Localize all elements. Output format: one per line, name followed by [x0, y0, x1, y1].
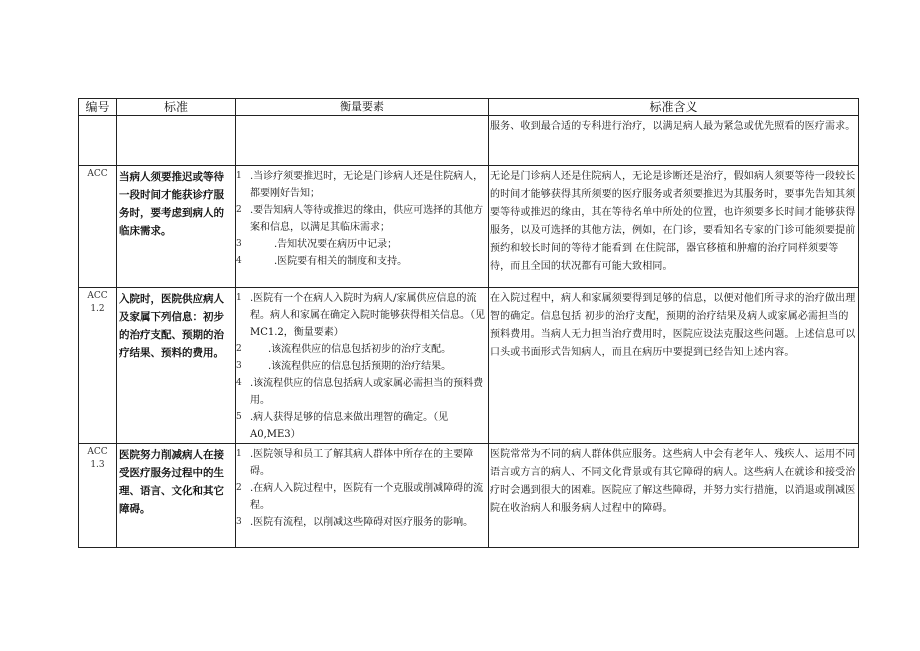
requirement-text: .该流程供应的信息包括预期的治疗结果。	[268, 361, 452, 372]
requirement-text: .医院要有相关的制度和支持。	[274, 256, 408, 267]
requirement-text: .医院有一个在病人入院时为病人/家属供应信息的流程。病人和家属在确定入院时能够获得相关信息。（见MC1.2，衡量要素）	[250, 293, 485, 338]
row-no: ACC 1.3	[79, 444, 117, 548]
requirement-text: .在病人入院过程中，医院有一个克服或削减障碍的流程。	[250, 483, 484, 511]
requirement-item	[236, 514, 486, 531]
row-meaning: 服务、收到最合适的专科进行治疗，以满足病人最为紧急或优先照看的医疗需求。	[489, 116, 859, 166]
requirement-item	[236, 202, 486, 236]
requirement-item	[236, 409, 486, 443]
requirement-number: 3	[236, 517, 242, 527]
row-meaning: 在入院过程中，病人和家属须要得到足够的信息，以便对他们所寻求的治疗做出理智的确定。信息包括 初步的治疗支配，预期的治疗结果及病人或家属必需担当的预料费用。当病人无力担当治疗费用时，医院应设法克服这些问题。上述信息可以口头或书面形式告知病人，而且在病历中要提到已经告知上述内容。	[489, 288, 859, 444]
header-requirements: 衡量要素	[236, 99, 489, 116]
requirement-item	[236, 290, 486, 341]
requirement-text: .病人获得足够的信息来做出理智的确定。（见A0,ME3）	[250, 412, 449, 440]
row-requirements	[236, 444, 489, 548]
requirement-item	[236, 253, 486, 270]
requirement-number: 3	[236, 239, 242, 249]
requirement-number: 1	[236, 171, 242, 181]
header-standard: 标准	[117, 99, 236, 116]
requirement-item	[236, 341, 486, 358]
requirement-number: 2	[236, 483, 242, 493]
requirement-text: .当诊疗须要推迟时，无论是门诊病人还是住院病人，都要刚好告知；	[250, 171, 484, 199]
requirement-text: .告知状况要在病历中记录；	[274, 239, 398, 250]
requirement-text: .要告知病人等待或推迟的缘由，供应可选择的其他方案和信息，以满足其临床需求；	[250, 205, 484, 233]
requirement-item	[236, 480, 486, 514]
header-meaning: 标准含义	[489, 99, 859, 116]
row-requirements	[236, 288, 489, 444]
requirement-item	[236, 446, 486, 480]
table-row	[79, 288, 859, 444]
row-no	[79, 116, 117, 166]
row-no: ACC 1.2	[79, 288, 117, 444]
requirement-item	[236, 236, 486, 253]
requirement-number: 1	[236, 293, 242, 303]
row-standard: 当病人须要推迟或等待一段时间才能获诊疗服务时，要考虑到病人的临床需求。	[117, 166, 236, 288]
row-no: ACC	[79, 166, 117, 288]
row-standard: 入院时，医院供应病人及家属下列信息：初步的治疗支配、预期的治疗结果、预料的费用。	[117, 288, 236, 444]
requirement-text: .该流程供应的信息包括病人或家属必需担当的预料费用。	[250, 378, 484, 406]
requirement-text: .医院有流程，以削减这些障碍对医疗服务的影响。	[250, 517, 474, 528]
requirement-number: 2	[236, 205, 242, 215]
standards-table	[78, 98, 859, 548]
requirement-number: 2	[236, 344, 242, 354]
requirement-text: .医院领导和员工了解其病人群体中所存在的主要障碍。	[250, 449, 474, 477]
row-standard: 医院努力削减病人在接受医疗服务过程中的生理、语言、文化和其它障碍。	[117, 444, 236, 548]
requirement-number: 5	[236, 412, 242, 422]
table-row	[79, 444, 859, 548]
requirement-text: .该流程供应的信息包括初步的治疗支配。	[268, 344, 452, 355]
requirement-number: 3	[236, 361, 242, 371]
header-no: 编号	[79, 99, 117, 116]
requirement-number: 4	[236, 256, 242, 266]
row-meaning: 无论是门诊病人还是住院病人，无论是诊断还是治疗，假如病人须要等待一段较长的时间才能够获得其所须要的医疗服务或者须要推迟为其服务时，要事先告知其须要等待或推迟的缘由，其在等待名单中所处的位置，也许须要多长时间才能够获得服务，以及可选择的其他方法，例如，在门诊，要看知名专家的门诊可能须要提前预约和较长时间的等待才能看到 在住院部，器官移植和肿瘤的治疗同样须要等待，而且全国的状况都有可能大致相同。	[489, 166, 859, 288]
requirement-number: 1	[236, 449, 242, 459]
requirement-item	[236, 168, 486, 202]
row-requirements	[236, 166, 489, 288]
table-row	[79, 116, 859, 166]
row-standard	[117, 116, 236, 166]
requirement-number: 4	[236, 378, 242, 388]
row-requirements	[236, 116, 489, 166]
requirement-item	[236, 358, 486, 375]
requirement-item	[236, 375, 486, 409]
table-row	[79, 166, 859, 288]
row-meaning: 医院常常为不同的病人群体供应服务。这些病人中会有老年人、残疾人、运用不同语言或方言的病人、不同文化背景或有其它障碍的病人。这些病人在就诊和接受治疗时会遇到很大的困难。医院应了解这些障碍，并努力实行措施，以消退或削减医院在收治病人和服务病人过程中的障碍。	[489, 444, 859, 548]
header-row	[79, 99, 859, 116]
